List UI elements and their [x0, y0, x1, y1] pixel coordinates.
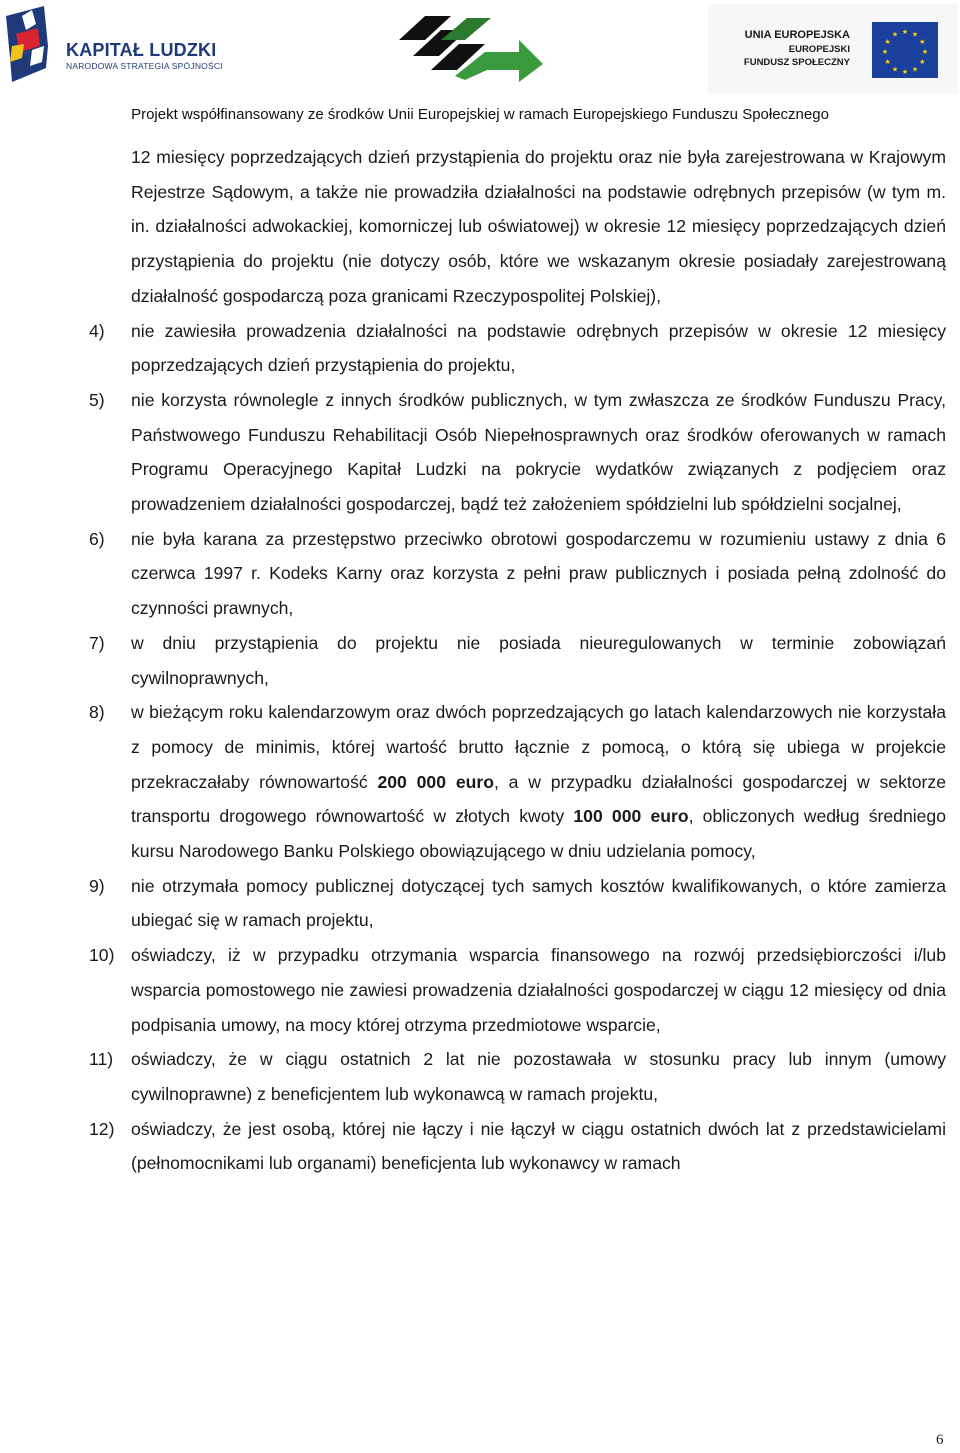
eu-flag-icon	[872, 22, 938, 78]
svg-text:★: ★	[911, 65, 919, 74]
svg-text:★: ★	[891, 65, 899, 74]
list-item-text: oświadczy, że jest osobą, której nie łączy i nie łączył w ciągu ostatnich dwóch lat z przedstawicielami (pełnomocnikami lub organami) beneficjenta lub wykonawcy w ramach	[131, 1118, 946, 1174]
eu-line2: EUROPEJSKI	[788, 44, 850, 55]
list-item	[89, 1042, 946, 1111]
list-item-text: nie była karana za przestępstwo przeciwko obrotowi gospodarczemu w rozumieniu ustawy z dnia 6 czerwca 1997 r. Kodeks Karny oraz korzysta z pełni praw publicznych i posiada pełną zdolność do czynności prawnych,	[131, 528, 946, 619]
transport-limit-amount: 100 000 euro	[573, 806, 689, 827]
list-item-number: 6)	[89, 528, 105, 549]
list-item-text: oświadczy, iż w przypadku otrzymania wsparcia finansowego na rozwój przedsiębiorczości i/lub wsparcia pomostowego nie zawiesi prowadzenia działalności gospodarczej w ciągu 12 miesięcy od dnia podpisania umowy, na mocy której otrzyma przedmiotowe wsparcie,	[131, 945, 946, 1035]
list-item	[89, 522, 946, 626]
svg-text:★: ★	[921, 48, 929, 56]
document-body	[89, 140, 946, 1181]
kapital-ludzki-title: KAPITAŁ LUDZKI	[66, 40, 217, 60]
list-item	[89, 314, 946, 383]
list-item-number: 10)	[89, 945, 115, 966]
list-item	[89, 626, 946, 695]
list-item-text: oświadczy, że w ciągu ostatnich 2 lat nie pozostawała w stosunku pracy lub innym (umowy cywilnoprawne) z beneficjentem lub wykonawcą w ramach projektu,	[131, 1049, 946, 1104]
page-number: 6	[936, 1432, 944, 1448]
page-header	[0, 0, 960, 100]
list-item-text: nie korzysta równolegle z innych środków publicznych, w tym zwłaszcza ze środków Funduszu Pracy, Państwowego Funduszu Rehabilitacji Osób Niepełnosprawnych oraz środków oferowanych w ramach Programu Operacyjnego Kapitał Ludzki na pokrycie wydatków związanych z podjęciem oraz prowadzeniem działalności gospodarczej, bądź też założeniem spółdzielni lub spółdzielni socjalnej,	[131, 389, 946, 515]
arrow-stack-logo-icon	[395, 10, 545, 84]
list-item-number: 5)	[89, 389, 105, 410]
list-item-number: 11)	[89, 1049, 114, 1070]
eu-line3: FUNDUSZ SPOŁECZNY	[743, 57, 850, 68]
svg-text:★: ★	[901, 28, 909, 36]
intro-paragraph: 12 miesięcy poprzedzających dzień przystąpienia do projektu oraz nie była zarejestrowana w Krajowym Rejestrze Sądowym, a także nie prowadziła działalności na podstawie odrębnych przepisów (w tym m. in. działalności adwokackiej, komorniczej lub oświatowej) w okresie 12 miesięcy poprzedzających dzień przystąpienia do projektu (nie dotyczy osób, które we wskazanym okresie posiadały zarejestrowaną działalność gospodarczą poza granicami Rzeczypospolitej Polskiej),	[131, 147, 946, 306]
list-item	[89, 869, 946, 938]
list-item-text	[131, 695, 946, 869]
list-item	[89, 383, 946, 522]
cofunding-statement: Projekt współfinansowany ze środków Unii Europejskiej w ramach Europejskiego Funduszu Społecznego	[131, 106, 829, 123]
svg-text:★: ★	[881, 48, 889, 56]
kapital-ludzki-subtitle: NARODOWA STRATEGIA SPÓJNOŚCI	[66, 61, 223, 71]
list-item-number: 9)	[89, 875, 105, 896]
kapital-ludzki-logo	[2, 6, 252, 86]
list-item	[89, 695, 946, 869]
eu-efs-logo	[708, 4, 958, 94]
list-item-text: nie zawiesiła prowadzenia działalności na podstawie odrębnych przepisów w okresie 12 miesięcy poprzedzających dzień przystąpienia do projektu,	[131, 320, 946, 376]
list-item-number: 4)	[89, 320, 105, 341]
list-item-text: w dniu przystąpienia do projektu nie posiada nieuregulowanych w terminie zobowiązań cywilnoprawnych,	[131, 632, 946, 688]
list-item-text: nie otrzymała pomocy publicznej dotyczącej tych samych kosztów kwalifikowanych, o które zamierza ubiegać się w ramach projektu,	[131, 875, 946, 931]
svg-text:★: ★	[884, 58, 891, 66]
list-item	[89, 1112, 946, 1181]
svg-text:★: ★	[919, 38, 926, 46]
de-minimis-limit-amount: 200 000 euro	[377, 771, 494, 792]
list-item-text-part: w bieżącym roku kalendarzowym oraz dwóch poprzedzających go latach kalendarzowych nie korzystała z pomocy de minimis, której wartość brutto łącznie z pomocą, o którą się ubiega w projekcie przekraczałaby równowartość	[131, 702, 946, 792]
list-item-text-part: , obliczonych według średniego kursu Narodowego Banku Polskiego obowiązującego w dniu udzielania pomocy,	[131, 806, 946, 862]
list-item-number: 8)	[89, 702, 105, 723]
list-item-number: 12)	[89, 1118, 115, 1139]
kapital-ludzki-emblem-icon	[2, 6, 62, 86]
list-item	[89, 938, 946, 1042]
svg-text:★: ★	[919, 58, 926, 66]
center-logo	[395, 10, 545, 84]
svg-text:★: ★	[911, 30, 919, 39]
svg-text:★: ★	[891, 30, 899, 39]
svg-text:★: ★	[884, 38, 891, 46]
list-item-text-part: , a w przypadku działalności gospodarczej w sektorze transportu drogowego równowartość w złotych kwoty	[131, 771, 946, 827]
list-item-number: 7)	[89, 632, 105, 653]
eu-line1: UNIA EUROPEJSKA	[744, 29, 850, 41]
svg-text:★: ★	[901, 68, 909, 76]
